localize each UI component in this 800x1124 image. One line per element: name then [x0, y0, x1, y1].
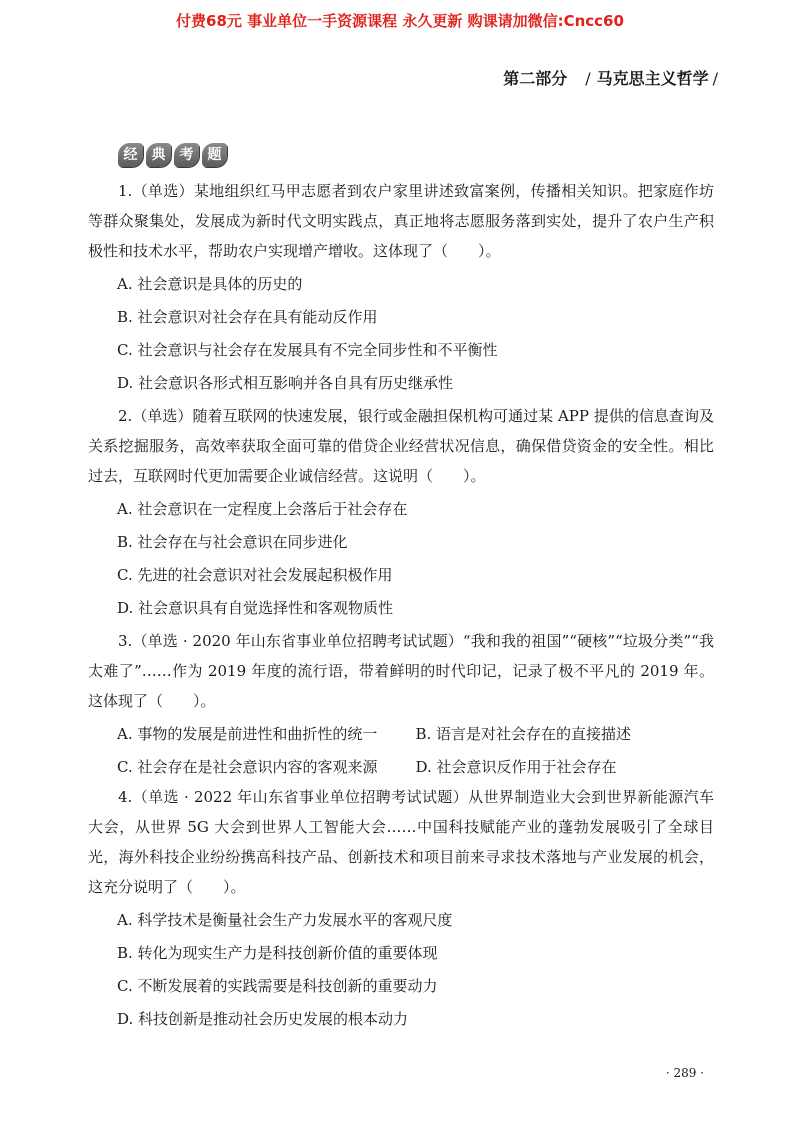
question-stem-3: 3.（单选 · 2020 年山东省事业单位招聘考试试题）“我和我的祖国”“硬核”“垃圾分类”“我太难了”……作为 2019 年度的流行语，带着鲜明的时代印记，记录了极不平凡的 2019 年。这体现了（ ）。 [88, 632, 714, 710]
question-stem-2: 2.（单选）随着互联网的快速发展，银行或金融担保机构可通过某 APP 提供的信息查询及关系挖掘服务，高效率获取全面可靠的借贷企业经营状况信息，确保借贷资金的安全性。相比过去，互联网时代更加需要企业诚信经营。这说明（ ）。 [88, 407, 714, 485]
question-stem-1: 1.（单选）某地组织红马甲志愿者到农户家里讲述致富案例，传播相关知识。把家庭作坊等群众聚集处，发展成为新时代文明实践点，真正地将志愿服务落到实处，提升了农户生产积极性和技术水平，帮助农户实现增产增收。这体现了（ ）。 [88, 182, 714, 260]
q2-option-a: A. 社会意识在一定程度上会落后于社会存在 [117, 500, 408, 518]
q3-option-c: C. 社会存在是社会意识内容的客观来源 [117, 758, 378, 776]
section-tag-char: 典 [146, 143, 171, 167]
q4-option-c: C. 不断发展着的实践需要是科技创新的重要动力 [117, 977, 438, 995]
q4-option-b: B. 转化为现实生产力是科技创新价值的重要体现 [117, 944, 438, 962]
q3-option-a: A. 事物的发展是前进性和曲折性的统一 [117, 725, 378, 743]
q3-options-row-1 [88, 719, 714, 749]
q3-option-d: D. 社会意识反作用于社会存在 [415, 758, 617, 776]
q1-option-d: D. 社会意识各形式相互影响并各自具有历史继承性 [117, 374, 454, 392]
header-separator: / [585, 69, 591, 88]
section-tag-char: 考 [174, 143, 199, 167]
q2-option-c: C. 先进的社会意识对社会发展起积极作用 [117, 566, 393, 584]
q1-option-b: B. 社会意识对社会存在具有能动反作用 [117, 308, 378, 326]
q3-options-row-2 [88, 752, 714, 782]
section-tag-char: 题 [202, 143, 227, 167]
q1-option-c: C. 社会意识与社会存在发展具有不完全同步性和不平衡性 [117, 341, 498, 359]
running-header [503, 66, 718, 89]
q2-option-d: D. 社会意识具有自觉选择性和客观物质性 [117, 599, 394, 617]
q4-option-d: D. 科技创新是推动社会历史发展的根本动力 [117, 1010, 409, 1028]
q3-option-b: B. 语言是对社会存在的直接描述 [415, 725, 632, 743]
q2-option-b: B. 社会存在与社会意识在同步进化 [117, 533, 348, 551]
question-stem-4: 4.（单选 · 2022 年山东省事业单位招聘考试试题）从世界制造业大会到世界新能源汽车大会，从世界 5G 大会到世界人工智能大会……中国科技赋能产业的蓬勃发展吸引了全球目光，海外科技企业纷纷携高科技产品、创新技术和项目前来寻求技术落地与产业发展的机会，这充分说明了（ ）。 [88, 788, 714, 896]
header-trailing-separator: / [712, 69, 718, 88]
promo-banner: 付费68元 事业单位一手资源课程 永久更新 购课请加微信:Cncc60 [176, 12, 624, 30]
section-tag-char: 经 [118, 143, 143, 167]
page-number: · 289 · [665, 1066, 704, 1080]
part-label: 第二部分 [503, 69, 568, 88]
q4-option-a: A. 科学技术是衡量社会生产力发展水平的客观尺度 [117, 911, 453, 929]
chapter-label: 马克思主义哲学 [596, 69, 709, 88]
question-list [88, 176, 714, 1034]
section-tag-classic-questions [118, 143, 227, 167]
q1-option-a: A. 社会意识是具体的历史的 [117, 275, 303, 293]
